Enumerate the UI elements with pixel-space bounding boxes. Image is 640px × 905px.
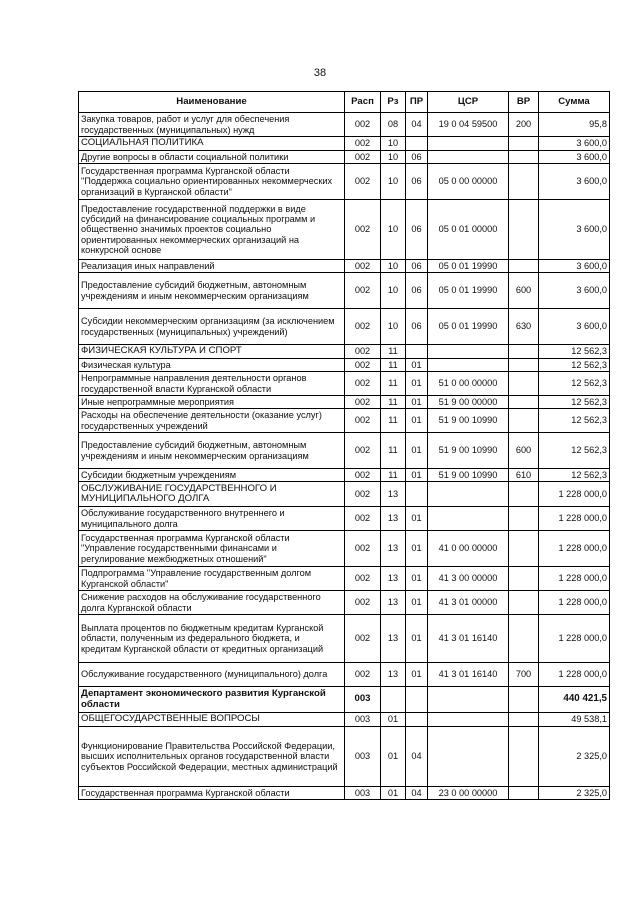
cell-rasp: 002 [345, 372, 381, 396]
budget-table [78, 91, 610, 800]
cell-rz: 11 [381, 396, 406, 409]
cell-name: Иные непрограммные мероприятия [79, 396, 345, 409]
cell-name: Физическая культура [79, 359, 345, 372]
cell-rz: 11 [381, 409, 406, 433]
cell-sum: 1 228 000,0 [539, 507, 610, 531]
col-header-rz: Рз [381, 92, 406, 113]
cell-rasp: 002 [345, 663, 381, 687]
table-row [79, 260, 610, 273]
cell-csr [428, 137, 509, 151]
cell-rz: 10 [381, 137, 406, 151]
cell-pr: 01 [406, 615, 428, 663]
col-header-sum: Сумма [539, 92, 610, 113]
cell-pr: 01 [406, 359, 428, 372]
col-header-csr: ЦСР [428, 92, 509, 113]
cell-vr [509, 615, 539, 663]
cell-csr [428, 713, 509, 727]
cell-pr: 06 [406, 309, 428, 345]
cell-vr: 200 [509, 113, 539, 137]
table-row [79, 787, 610, 800]
cell-rz: 11 [381, 372, 406, 396]
cell-sum: 3 600,0 [539, 273, 610, 309]
cell-rasp: 002 [345, 113, 381, 137]
table-row [79, 713, 610, 727]
cell-rasp: 002 [345, 531, 381, 567]
cell-sum: 12 562,3 [539, 409, 610, 433]
table-row [79, 164, 610, 200]
cell-rz: 08 [381, 113, 406, 137]
cell-rz: 10 [381, 309, 406, 345]
cell-rz: 10 [381, 164, 406, 200]
cell-rz: 10 [381, 273, 406, 309]
cell-sum: 3 600,0 [539, 309, 610, 345]
cell-csr [428, 345, 509, 359]
cell-rz: 13 [381, 663, 406, 687]
cell-rz: 11 [381, 469, 406, 482]
cell-sum: 12 562,3 [539, 396, 610, 409]
cell-rasp: 003 [345, 727, 381, 787]
cell-rasp: 002 [345, 615, 381, 663]
cell-vr [509, 713, 539, 727]
cell-sum: 49 538,1 [539, 713, 610, 727]
table-header-row [79, 92, 610, 113]
cell-rz: 01 [381, 713, 406, 727]
cell-vr [509, 507, 539, 531]
cell-pr: 01 [406, 591, 428, 615]
table-row [79, 663, 610, 687]
table-row [79, 151, 610, 164]
cell-sum: 440 421,5 [539, 687, 610, 713]
cell-rasp: 002 [345, 345, 381, 359]
cell-name: Субсидии некоммерческим организациям (за исключением государственных (муниципальных) учреждений) [79, 309, 345, 345]
cell-rasp: 002 [345, 273, 381, 309]
cell-rasp: 002 [345, 137, 381, 151]
cell-pr: 06 [406, 273, 428, 309]
cell-vr: 600 [509, 433, 539, 469]
cell-pr [406, 137, 428, 151]
cell-name: ФИЗИЧЕСКАЯ КУЛЬТУРА И СПОРТ [79, 345, 345, 359]
cell-rz: 11 [381, 359, 406, 372]
cell-vr [509, 260, 539, 273]
cell-pr: 04 [406, 727, 428, 787]
cell-sum: 3 600,0 [539, 151, 610, 164]
cell-vr [509, 591, 539, 615]
cell-sum: 12 562,3 [539, 345, 610, 359]
cell-csr [428, 727, 509, 787]
table-row [79, 409, 610, 433]
cell-vr [509, 687, 539, 713]
cell-pr [406, 345, 428, 359]
cell-rasp: 002 [345, 164, 381, 200]
cell-name: ОБЩЕГОСУДАРСТВЕННЫЕ ВОПРОСЫ [79, 713, 345, 727]
cell-rz: 13 [381, 591, 406, 615]
cell-name: Непрограммные направления деятельности органов государственной власти Курганской области [79, 372, 345, 396]
cell-rasp: 002 [345, 482, 381, 507]
cell-name: Другие вопросы в области социальной политики [79, 151, 345, 164]
cell-name: Снижение расходов на обслуживание государственного долга Курганской области [79, 591, 345, 615]
cell-rz: 13 [381, 482, 406, 507]
cell-name: Департамент экономического развития Курганской области [79, 687, 345, 713]
cell-vr [509, 345, 539, 359]
cell-vr: 700 [509, 663, 539, 687]
cell-sum: 2 325,0 [539, 727, 610, 787]
table-row [79, 591, 610, 615]
cell-rasp: 002 [345, 396, 381, 409]
table-row [79, 345, 610, 359]
cell-vr [509, 727, 539, 787]
cell-rz: 10 [381, 151, 406, 164]
cell-sum: 2 325,0 [539, 787, 610, 800]
cell-csr [428, 687, 509, 713]
cell-csr: 05 0 01 19990 [428, 309, 509, 345]
cell-sum: 3 600,0 [539, 137, 610, 151]
table-row [79, 567, 610, 591]
cell-rasp: 002 [345, 200, 381, 260]
table-row [79, 137, 610, 151]
cell-name: Государственная программа Курганской области "Управление государственными финансами и регулирование межбюджетных отношений" [79, 531, 345, 567]
cell-rz: 11 [381, 345, 406, 359]
cell-sum: 12 562,3 [539, 433, 610, 469]
cell-csr [428, 359, 509, 372]
cell-csr: 05 0 01 19990 [428, 273, 509, 309]
cell-vr [509, 372, 539, 396]
cell-pr [406, 713, 428, 727]
cell-vr [509, 396, 539, 409]
cell-name: Субсидии бюджетным учреждениям [79, 469, 345, 482]
cell-name: Обслуживание государственного внутреннего и муниципального долга [79, 507, 345, 531]
cell-pr: 06 [406, 260, 428, 273]
cell-vr [509, 531, 539, 567]
cell-csr: 23 0 00 00000 [428, 787, 509, 800]
cell-rz: 13 [381, 615, 406, 663]
cell-vr [509, 409, 539, 433]
cell-sum: 1 228 000,0 [539, 531, 610, 567]
table-row [79, 113, 610, 137]
cell-csr: 19 0 04 59500 [428, 113, 509, 137]
cell-csr: 41 3 01 00000 [428, 591, 509, 615]
cell-sum: 12 562,3 [539, 359, 610, 372]
cell-sum: 95,8 [539, 113, 610, 137]
table-row [79, 507, 610, 531]
cell-rz: 01 [381, 727, 406, 787]
cell-rz: 13 [381, 531, 406, 567]
cell-sum: 1 228 000,0 [539, 663, 610, 687]
cell-pr: 06 [406, 164, 428, 200]
cell-name: Государственная программа Курганской области "Поддержка социально ориентированных некоммерческих организаций в Курганской области" [79, 164, 345, 200]
col-header-vr: ВР [509, 92, 539, 113]
cell-rasp: 003 [345, 687, 381, 713]
cell-sum: 12 562,3 [539, 372, 610, 396]
cell-csr [428, 482, 509, 507]
cell-csr: 41 3 01 16140 [428, 615, 509, 663]
cell-csr: 51 0 00 00000 [428, 372, 509, 396]
cell-csr [428, 507, 509, 531]
cell-csr: 05 0 01 00000 [428, 200, 509, 260]
cell-pr: 01 [406, 433, 428, 469]
cell-pr: 04 [406, 787, 428, 800]
cell-name: Предоставление государственной поддержки в виде субсидий на финансирование социальных программ и общественно значимых проектов социально ориентированных некоммерческих организаций на конкурсной основе [79, 200, 345, 260]
cell-vr [509, 137, 539, 151]
cell-rasp: 002 [345, 433, 381, 469]
cell-sum: 12 562,3 [539, 469, 610, 482]
table-row [79, 687, 610, 713]
table-row [79, 273, 610, 309]
table-row [79, 200, 610, 260]
cell-name: Обслуживание государственного (муниципального) долга [79, 663, 345, 687]
cell-pr: 01 [406, 531, 428, 567]
cell-vr [509, 200, 539, 260]
cell-vr [509, 482, 539, 507]
cell-pr: 01 [406, 372, 428, 396]
cell-sum: 3 600,0 [539, 200, 610, 260]
cell-csr: 51 9 00 10990 [428, 409, 509, 433]
cell-pr: 06 [406, 151, 428, 164]
cell-csr: 41 0 00 00000 [428, 531, 509, 567]
cell-rz: 11 [381, 433, 406, 469]
cell-pr: 04 [406, 113, 428, 137]
cell-name: Предоставление субсидий бюджетным, автономным учреждениям и иным некоммерческим организациям [79, 273, 345, 309]
cell-name: Расходы на обеспечение деятельности (оказание услуг) государственных учреждений [79, 409, 345, 433]
cell-name: СОЦИАЛЬНАЯ ПОЛИТИКА [79, 137, 345, 151]
cell-rasp: 002 [345, 567, 381, 591]
col-header-pr: ПР [406, 92, 428, 113]
cell-rz: 13 [381, 567, 406, 591]
cell-rz: 13 [381, 507, 406, 531]
cell-rz: 10 [381, 200, 406, 260]
cell-vr [509, 567, 539, 591]
table-row [79, 469, 610, 482]
cell-rz: 01 [381, 787, 406, 800]
table-row [79, 372, 610, 396]
cell-sum: 1 228 000,0 [539, 615, 610, 663]
table-row [79, 359, 610, 372]
table-row [79, 396, 610, 409]
cell-pr: 01 [406, 663, 428, 687]
cell-pr: 01 [406, 409, 428, 433]
cell-sum: 1 228 000,0 [539, 567, 610, 591]
col-header-rasp: Расп [345, 92, 381, 113]
cell-pr: 01 [406, 507, 428, 531]
cell-vr: 600 [509, 273, 539, 309]
cell-rasp: 002 [345, 469, 381, 482]
cell-rasp: 002 [345, 309, 381, 345]
cell-csr: 05 0 01 19990 [428, 260, 509, 273]
table-row [79, 727, 610, 787]
cell-rz: 10 [381, 260, 406, 273]
col-header-name: Наименование [79, 92, 345, 113]
cell-name: Функционирование Правительства Российской Федерации, высших исполнительных органов государственной власти субъектов Российской Федерации, местных администраций [79, 727, 345, 787]
cell-name: Государственная программа Курганской области [79, 787, 345, 800]
table-row [79, 531, 610, 567]
cell-sum: 1 228 000,0 [539, 482, 610, 507]
cell-csr: 41 3 01 16140 [428, 663, 509, 687]
cell-name: Закупка товаров, работ и услуг для обеспечения государственных (муниципальных) нужд [79, 113, 345, 137]
cell-rz [381, 687, 406, 713]
cell-name: Подпрограмма "Управление государственным долгом Курганской области" [79, 567, 345, 591]
cell-csr: 05 0 00 00000 [428, 164, 509, 200]
cell-rasp: 003 [345, 713, 381, 727]
cell-pr: 01 [406, 469, 428, 482]
cell-csr: 51 9 00 10990 [428, 433, 509, 469]
cell-rasp: 003 [345, 787, 381, 800]
cell-csr [428, 151, 509, 164]
cell-vr [509, 164, 539, 200]
table-row [79, 433, 610, 469]
cell-pr [406, 482, 428, 507]
cell-vr [509, 787, 539, 800]
cell-name: Выплата процентов по бюджетным кредитам Курганской области, полученным из федерального бюджета, и кредитам Курганской области от кредитных организаций [79, 615, 345, 663]
cell-csr: 51 9 00 10990 [428, 469, 509, 482]
cell-pr [406, 687, 428, 713]
cell-csr: 51 9 00 00000 [428, 396, 509, 409]
cell-csr: 41 3 00 00000 [428, 567, 509, 591]
cell-name: ОБСЛУЖИВАНИЕ ГОСУДАРСТВЕННОГО И МУНИЦИПАЛЬНОГО ДОЛГА [79, 482, 345, 507]
cell-vr: 610 [509, 469, 539, 482]
cell-rasp: 002 [345, 409, 381, 433]
cell-sum: 3 600,0 [539, 164, 610, 200]
table-row [79, 309, 610, 345]
cell-rasp: 002 [345, 507, 381, 531]
page-number: 38 [313, 67, 327, 79]
cell-sum: 3 600,0 [539, 260, 610, 273]
cell-name: Реализация иных направлений [79, 260, 345, 273]
cell-vr [509, 359, 539, 372]
cell-rasp: 002 [345, 260, 381, 273]
table-row [79, 615, 610, 663]
cell-rasp: 002 [345, 591, 381, 615]
cell-vr [509, 151, 539, 164]
cell-rasp: 002 [345, 359, 381, 372]
cell-sum: 1 228 000,0 [539, 591, 610, 615]
cell-rasp: 002 [345, 151, 381, 164]
cell-name: Предоставление субсидий бюджетным, автономным учреждениям и иным некоммерческим организациям [79, 433, 345, 469]
cell-vr: 630 [509, 309, 539, 345]
cell-pr: 01 [406, 396, 428, 409]
cell-pr: 06 [406, 200, 428, 260]
table-row [79, 482, 610, 507]
cell-pr: 01 [406, 567, 428, 591]
